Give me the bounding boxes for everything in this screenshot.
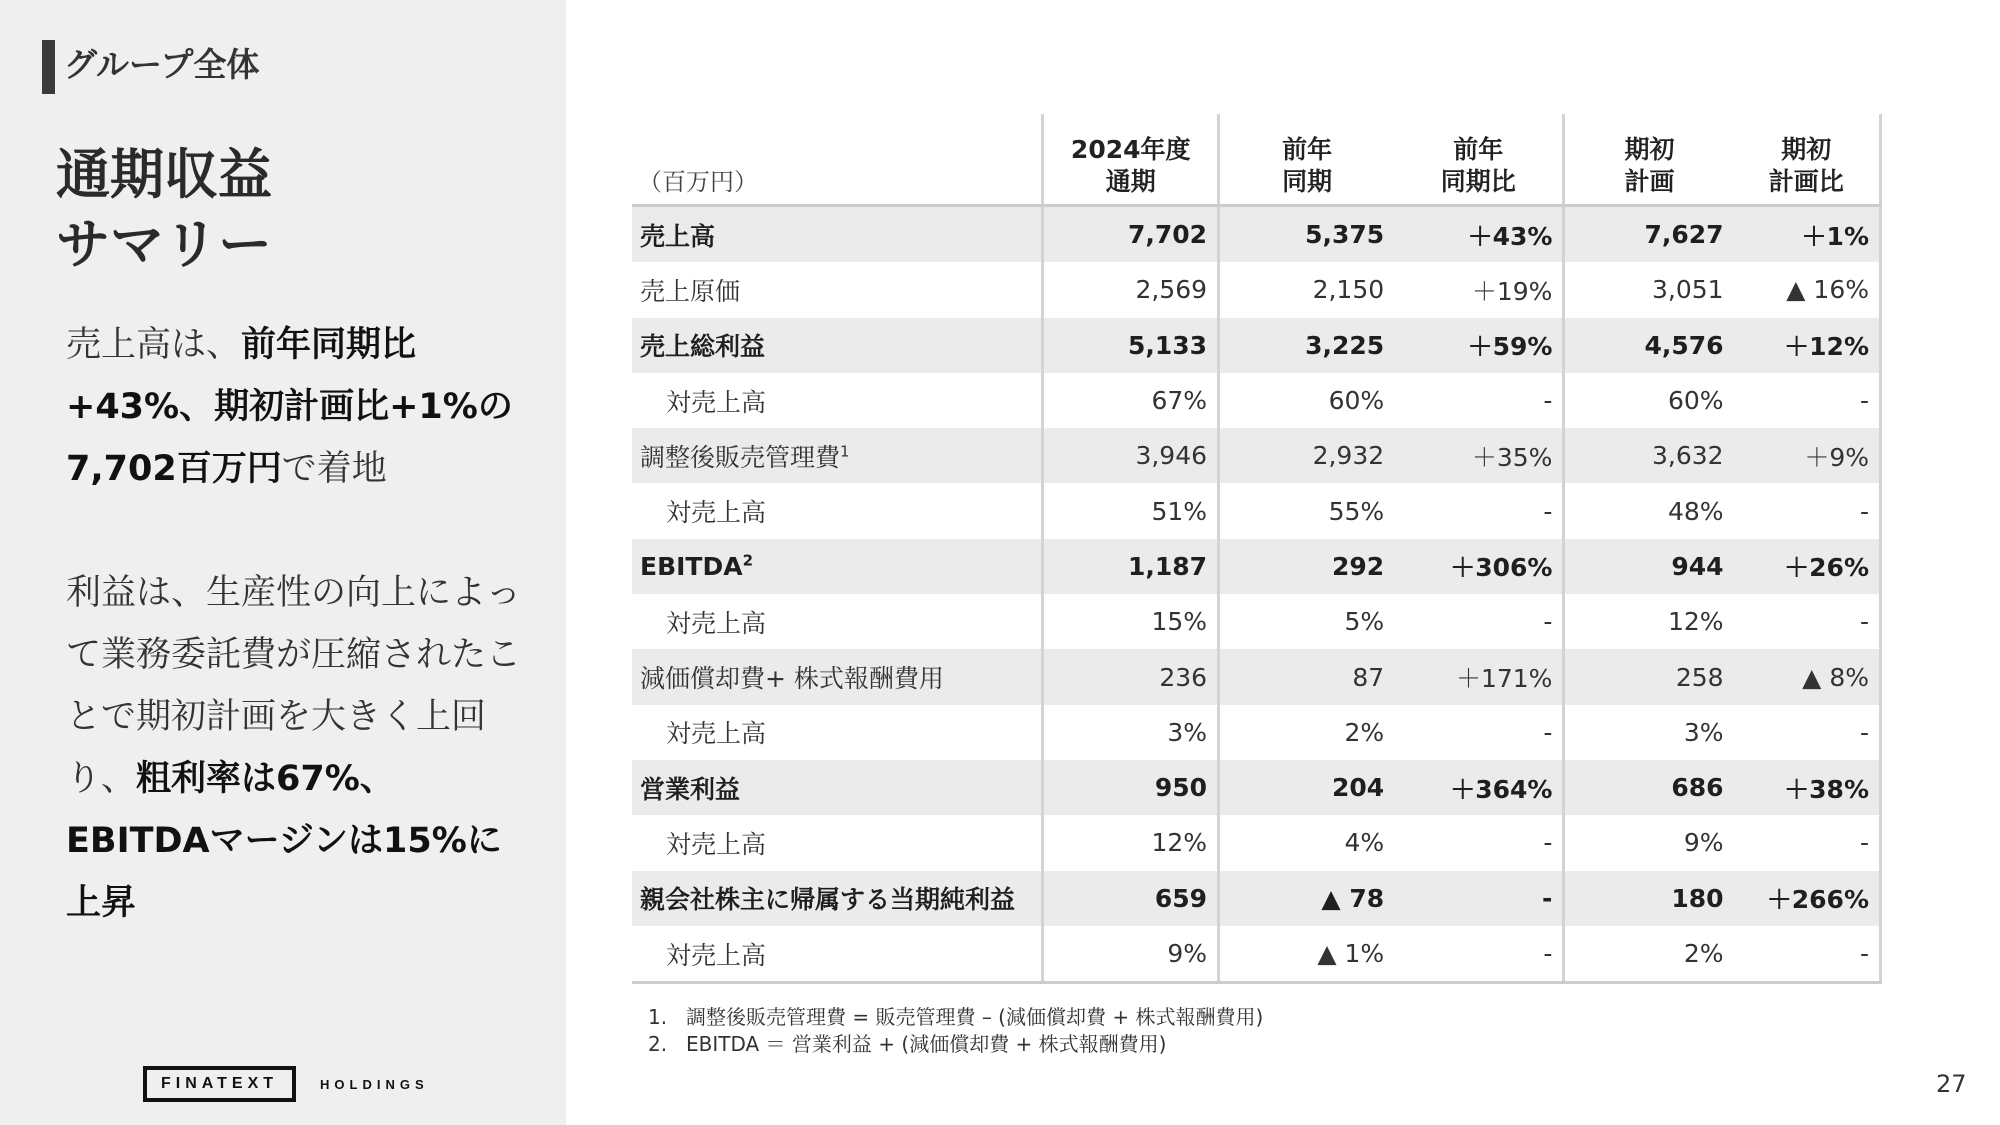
page-title-line1: 通期収益 [56,143,272,206]
page-title [56,140,272,280]
cell-plan: 4,576 [1564,318,1734,373]
cell-yoy: ＋43% [1394,206,1564,263]
cell-prior-year: 5% [1219,594,1395,649]
logo-subtitle: HOLDINGS [320,1076,429,1092]
row-label: 減価償却費+ 株式報酬費用 [632,649,1043,704]
table-row [632,649,1881,704]
row-label: 親会社株主に帰属する当期純利益 [632,871,1043,926]
cell-prior-year: 4% [1219,815,1395,870]
table-row [632,594,1881,649]
section-marker [42,40,55,94]
table-row [632,428,1881,483]
row-label: 対売上高 [666,719,767,749]
cell-prior-year: 3,225 [1219,318,1395,373]
cell-plan: 12% [1564,594,1734,649]
page-number: 27 [1936,1070,1967,1098]
row-label: 営業利益 [632,760,1043,815]
summary-run: 利益は、生産性の向上によって業務委託費が圧縮されたことで期初計画を大きく上回り、 [66,573,522,799]
footnote-2: 2. EBITDA ＝ 営業利益 + (減価償却費 + 株式報酬費用) [648,1032,1167,1056]
cell-plan: 944 [1564,539,1734,594]
table-row [632,705,1881,760]
cell-yoy: ＋59% [1394,318,1564,373]
cell-fy2024: 659 [1043,871,1219,926]
cell-vs-plan: ＋1% [1734,206,1881,263]
cell-vs-plan: - [1734,815,1881,870]
row-label: 売上原価 [640,276,741,306]
row-label: 対売上高 [632,926,1043,983]
income-summary-table [632,114,1882,984]
summary-run: 前年同期比+43%、期初計画比+1%の7,702百万円 [66,325,513,489]
footnote-1: 1. 調整後販売管理費 = 販売管理費 – (減価償却費 + 株式報酬費用) [648,1005,1264,1029]
cell-vs-plan: - [1734,926,1881,983]
page-title-line2: サマリー [56,213,272,276]
table-row [632,483,1881,538]
cell-vs-plan: ＋266% [1734,871,1881,926]
table-row [632,926,1881,983]
cell-plan: 3% [1564,705,1734,760]
summary-run: 売上高は、 [66,325,242,365]
table-row [632,871,1881,926]
summary-paragraph-revenue [66,314,536,500]
col-header-vs-plan: 期初 計画比 [1734,114,1881,206]
cell-plan: 9% [1564,815,1734,870]
cell-vs-plan: ▲ 8% [1734,649,1881,704]
cell-fy2024: 1,187 [1043,539,1219,594]
logo-wordmark: FINATEXT [143,1066,296,1102]
table-row [632,815,1881,870]
cell-fy2024: 67% [1043,373,1219,428]
table-header-row [632,114,1881,206]
cell-vs-plan: ＋12% [1734,318,1881,373]
table-row [632,539,1881,594]
cell-prior-year: 2% [1219,705,1395,760]
col-header-plan: 期初 計画 [1564,114,1734,206]
cell-fy2024: 2,569 [1043,262,1219,317]
cell-fy2024: 9% [1043,926,1219,983]
cell-plan: 180 [1564,871,1734,926]
cell-fy2024: 950 [1043,760,1219,815]
cell-vs-plan: ＋38% [1734,760,1881,815]
footnote-ref: 2 [742,551,754,570]
footnote-ref: 1 [840,442,850,461]
table-row [632,262,1881,317]
row-label: 対売上高 [666,498,767,528]
unit-label: （百万円） [632,114,1043,206]
cell-yoy: - [1543,386,1553,416]
row-label: 売上高 [632,206,1043,263]
row-label: 調整後販売管理費$^1$ [632,428,1043,483]
section-label: グループ全体 [64,45,260,84]
cell-prior-year: 2,932 [1219,428,1395,483]
summary-paragraph-profit [66,562,536,934]
cell-prior-year: 55% [1219,483,1395,538]
cell-yoy: - [1394,871,1564,926]
cell-yoy: ＋35% [1394,428,1564,483]
table-row [632,760,1881,815]
row-label: 対売上高 [666,829,767,859]
cell-vs-plan: ＋9% [1734,428,1881,483]
cell-prior-year: 87 [1219,649,1395,704]
cell-plan: 2% [1564,926,1734,983]
cell-yoy: - [1543,496,1553,526]
cell-prior-year: 60% [1219,373,1395,428]
left-panel [0,0,566,1125]
cell-plan: 3,632 [1564,428,1734,483]
cell-yoy: - [1543,717,1553,747]
cell-yoy: ＋306% [1394,539,1564,594]
cell-fy2024: 7,702 [1043,206,1219,263]
cell-vs-plan: - [1734,594,1881,649]
cell-plan: 3,051 [1564,262,1734,317]
cell-fy2024: 3,946 [1043,428,1219,483]
cell-plan: 48% [1564,483,1734,538]
cell-prior-year: 2,150 [1219,262,1395,317]
col-header-yoy: 前年 同期比 [1394,114,1564,206]
cell-plan: 686 [1564,760,1734,815]
cell-yoy: ＋19% [1471,276,1553,306]
table-row [632,206,1881,263]
cell-vs-plan: - [1734,373,1881,428]
row-label: EBITDA$^2$ [632,539,1043,594]
cell-plan: 258 [1564,649,1734,704]
row-label: 対売上高 [666,387,767,417]
cell-vs-plan: ＋26% [1734,539,1881,594]
cell-vs-plan: - [1734,483,1881,538]
summary-text [66,314,536,934]
row-label: 対売上高 [666,608,767,638]
cell-yoy: ＋171% [1394,649,1564,704]
cell-fy2024: 15% [1043,594,1219,649]
cell-fy2024: 236 [1043,649,1219,704]
cell-yoy: - [1543,607,1553,637]
col-header-fy2024: 2024年度 通期 [1043,114,1219,206]
cell-fy2024: 3% [1043,705,1219,760]
footnotes [648,1004,1263,1058]
table-row [632,373,1881,428]
table-row [632,318,1881,373]
cell-prior-year: 5,375 [1219,206,1395,263]
cell-yoy: - [1394,926,1564,983]
table-body [632,206,1881,983]
cell-yoy: - [1543,828,1553,858]
summary-run: 粗利率は67%、EBITDAマージンは15%に上昇 [66,759,502,923]
cell-fy2024: 51% [1043,483,1219,538]
cell-fy2024: 12% [1043,815,1219,870]
cell-plan: 60% [1564,373,1734,428]
cell-prior-year: ▲ 1% [1219,926,1395,983]
cell-yoy: ＋364% [1394,760,1564,815]
cell-vs-plan: - [1734,705,1881,760]
cell-prior-year: ▲ 78 [1219,871,1395,926]
cell-prior-year: 292 [1219,539,1395,594]
cell-vs-plan: ▲ 16% [1734,262,1881,317]
col-header-prior-year: 前年 同期 [1219,114,1395,206]
cell-prior-year: 204 [1219,760,1395,815]
cell-fy2024: 5,133 [1043,318,1219,373]
row-label: 売上総利益 [632,318,1043,373]
summary-run: で着地 [281,449,387,489]
cell-plan: 7,627 [1564,206,1734,263]
company-logo [143,1067,429,1101]
